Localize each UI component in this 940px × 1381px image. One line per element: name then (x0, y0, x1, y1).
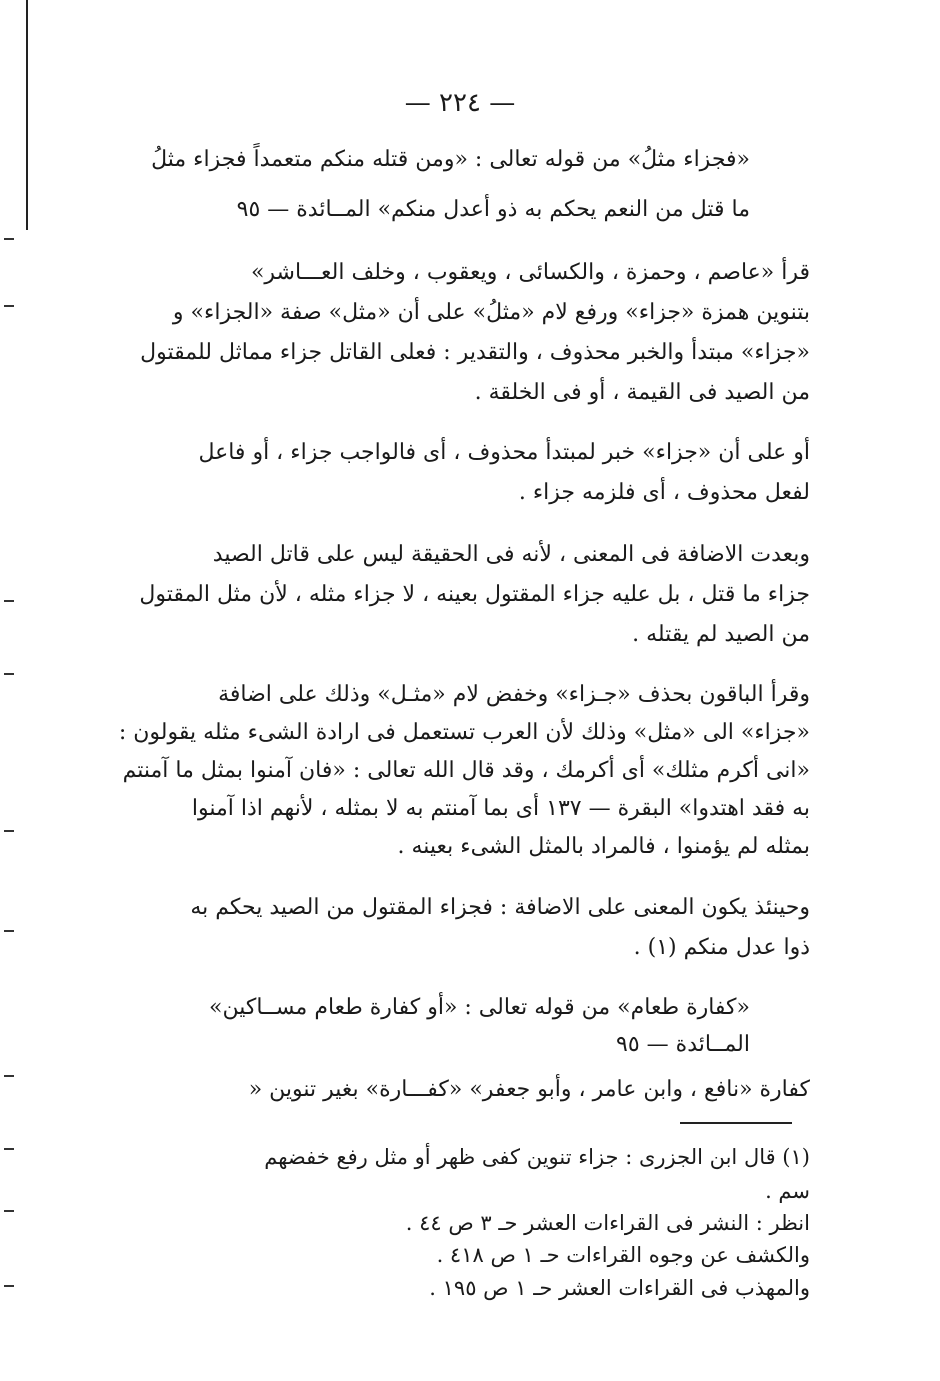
footnote-line: والمهذب فى القراءات العشر حـ ١ ص ١٩٥ . (429, 1276, 810, 1300)
margin-tick (4, 1075, 14, 1077)
text-line: جزاء ما قتل ، بل عليه جزاء المقتول بعينه ، لا جزاء مثله ، لأن مثل المقتول (139, 582, 810, 607)
text-line: وقرأ الباقون بحذف «جـزاء» وخفض لام «مثـل» وذلك على اضافة (218, 682, 810, 707)
text-line: أو على أن «جزاء» خبر لمبتدأ محذوف ، أى فالواجب جزاء ، أو فاعل (198, 440, 810, 465)
page-number: — ٢٢٤ — (404, 88, 516, 118)
margin-tick (4, 830, 14, 832)
margin-tick (4, 673, 14, 675)
text-line: كفارة «نافع ، وابن عامر ، وأبو جعفر» «كفـــارة» بغير تنوين « (248, 1077, 810, 1102)
margin-tick (4, 305, 14, 307)
text-line: «انى أكرم مثلك» أى أكرمك ، وقد قال الله تعالى : «فان آمنوا بمثل ما آمنتم (122, 758, 810, 783)
text-line: قرأ «عاصم ، وحمزة ، والكسائى ، ويعقوب ، وخلف العـــاشر» (250, 260, 810, 285)
margin-tick (4, 930, 14, 932)
verse-line: «كفارة طعام» من قوله تعالى : «أو كفارة طعام مســاكين» (209, 995, 750, 1020)
text-line: وبعدت الاضافة فى المعنى ، لأنه فى الحقيقة ليس على قاتل الصيد (212, 542, 810, 567)
margin-tick (4, 238, 14, 240)
text-line: من الصيد لم يقتله . (632, 622, 810, 647)
margin-tick (4, 600, 14, 602)
footnote-line: (١) قال ابن الجزرى : جزاء تنوين كفى ظهر أو مثل رفع خفضهم (264, 1145, 810, 1169)
footnote-line: انظر : النشر فى القراءات العشر حـ ٣ ص ٤٤ . (405, 1211, 810, 1235)
footnote-line: سم . (765, 1179, 810, 1203)
verse-line: المــائدة — ٩٥ (616, 1032, 750, 1057)
text-line: وحينئذ يكون المعنى على الاضافة : فجزاء المقتول من الصيد يحكم به (190, 895, 810, 920)
margin-tick (4, 1210, 14, 1212)
text-line: من الصيد فى القيمة ، أو فى الخلقة . (474, 380, 810, 405)
page-edge-line (26, 0, 28, 230)
text-line: بمثله لم يؤمنوا ، فالمراد بالمثل الشىء بعينه . (397, 834, 810, 859)
text-line: بتنوين همزة «جزاء» ورفع لام «مثلُ» على أن «مثل» صفة «الجزاء» و (172, 300, 810, 325)
text-line: ذوا عدل منكم (١) . (633, 935, 810, 960)
text-line: به فقد اهتدوا» البقرة — ١٣٧ أى بما آمنتم به لا بمثله ، لأنهم اذا آمنوا (191, 796, 810, 821)
margin-tick (4, 1285, 14, 1287)
text-line: «جزاء» الى «مثل» وذلك لأن العرب تستعمل فى ارادة الشىء مثله يقولون : (118, 720, 810, 745)
footnote-separator (680, 1122, 792, 1124)
text-line: لفعل محذوف ، أى فلزمه جزاء . (518, 480, 810, 505)
verse-line: ما قتل من النعم يحكم به ذو أعدل منكم» المــائدة — ٩٥ (236, 197, 750, 222)
text-line: «جزاء» مبتدأ والخبر محذوف ، والتقدير : فعلى القاتل جزاء مماثل للمقتول (140, 340, 810, 365)
verse-line: «فجزاء مثلُ» من قوله تعالى : «ومن قتله منكم متعمداً فجزاء مثلُ (151, 147, 750, 172)
footnote-line: والكشف عن وجوه القراءات حـ ١ ص ٤١٨ . (436, 1243, 810, 1267)
margin-tick (4, 1148, 14, 1150)
